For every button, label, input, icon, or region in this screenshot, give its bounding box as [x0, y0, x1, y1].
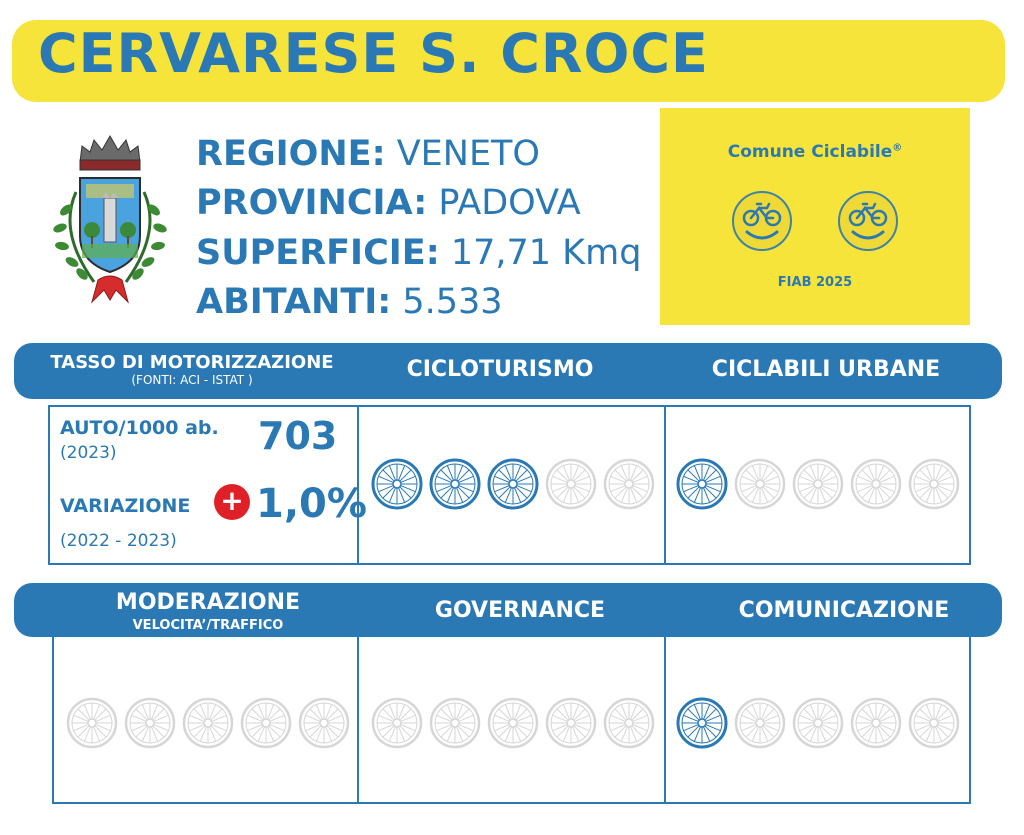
- auto-year: (2023): [60, 443, 117, 463]
- smiling-bicycle-icon: [731, 190, 793, 252]
- motorizzazione-source: (FONTI: ACI - ISTAT ): [131, 373, 253, 387]
- bicycle-wheel-icon-empty: [734, 697, 786, 749]
- bicycle-wheel-icon-empty: [734, 458, 786, 510]
- motorizzazione-title: TASSO DI MOTORIZZAZIONE: [50, 352, 334, 373]
- rating-ciclabili-urbane: [676, 458, 966, 510]
- abitanti-value: 5.533: [402, 282, 503, 322]
- superficie-label: SUPERFICIE:: [196, 233, 440, 273]
- bicycle-wheel-icon-empty: [908, 697, 960, 749]
- regione-label: REGIONE:: [196, 134, 386, 174]
- bicycle-wheel-icon-filled: [676, 458, 728, 510]
- bicycle-wheel-icon-empty: [545, 697, 597, 749]
- variazione-label: VARIAZIONE: [60, 495, 191, 517]
- provincia-line: [196, 183, 581, 223]
- moderazione-title: MODERAZIONE: [115, 590, 301, 615]
- bicycle-wheel-icon-filled: [487, 458, 539, 510]
- superficie-line: [196, 233, 641, 273]
- bicycle-wheel-icon-empty: [371, 697, 423, 749]
- moderazione-subtitle: VELOCITA’/TRAFFICO: [132, 618, 284, 633]
- bicycle-wheel-icon-empty: [545, 458, 597, 510]
- badge-title-text: Comune Ciclabile: [727, 142, 893, 162]
- bicycle-wheel-icon-empty: [240, 697, 292, 749]
- provincia-label: PROVINCIA:: [196, 183, 428, 223]
- page-title: CERVARESE S. CROCE: [38, 22, 709, 85]
- regione-line: [196, 134, 540, 174]
- bicycle-wheel-icon-empty: [908, 458, 960, 510]
- bicycle-wheel-icon-empty: [429, 697, 481, 749]
- smiling-bicycle-icon: [837, 190, 899, 252]
- bicycle-wheel-icon-empty: [850, 697, 902, 749]
- bicycle-wheel-icon-empty: [66, 697, 118, 749]
- rating-moderazione: [66, 697, 356, 749]
- badge-title: [660, 142, 970, 162]
- plus-circle-icon: +: [214, 484, 250, 520]
- bicycle-wheel-icon-empty: [603, 458, 655, 510]
- auto-label: AUTO/1000 ab.: [60, 417, 219, 439]
- bicycle-wheel-icon-empty: [124, 697, 176, 749]
- bicycle-wheel-icon-empty: [792, 458, 844, 510]
- provincia-value: PADOVA: [438, 183, 581, 223]
- cicloturismo-title: CICLOTURISMO: [406, 357, 594, 382]
- rating-governance: [371, 697, 661, 749]
- rating-cicloturismo: [371, 458, 661, 510]
- badge-footer: FIAB 2025: [777, 275, 853, 290]
- bicycle-wheel-icon-empty: [603, 697, 655, 749]
- bicycle-wheel-icon-empty: [298, 697, 350, 749]
- abitanti-label: ABITANTI:: [196, 282, 392, 322]
- comunicazione-title: COMUNICAZIONE: [738, 598, 950, 623]
- governance-title: GOVERNANCE: [434, 598, 606, 623]
- ciclabili-urbane-title: CICLABILI URBANE: [711, 357, 941, 382]
- bicycle-wheel-icon-empty: [487, 697, 539, 749]
- bicycle-wheel-icon-empty: [850, 458, 902, 510]
- bicycle-wheel-icon-filled: [676, 697, 728, 749]
- municipal-crest-icon: [42, 132, 178, 312]
- bicycle-wheel-icon-filled: [429, 458, 481, 510]
- superficie-value: 17,71 Kmq: [450, 233, 642, 273]
- bicycle-wheel-icon-filled: [371, 458, 423, 510]
- auto-value: 703: [258, 414, 338, 458]
- abitanti-line: [196, 282, 503, 322]
- regione-value: VENETO: [396, 134, 540, 174]
- bicycle-wheel-icon-empty: [182, 697, 234, 749]
- bicycle-wheel-icon-empty: [792, 697, 844, 749]
- variazione-value: 1,0%: [256, 481, 367, 527]
- registered-mark: ®: [892, 142, 903, 154]
- rating-comunicazione: [676, 697, 966, 749]
- variazione-years: (2022 - 2023): [60, 531, 177, 551]
- comune-ciclabile-badge: [660, 108, 970, 325]
